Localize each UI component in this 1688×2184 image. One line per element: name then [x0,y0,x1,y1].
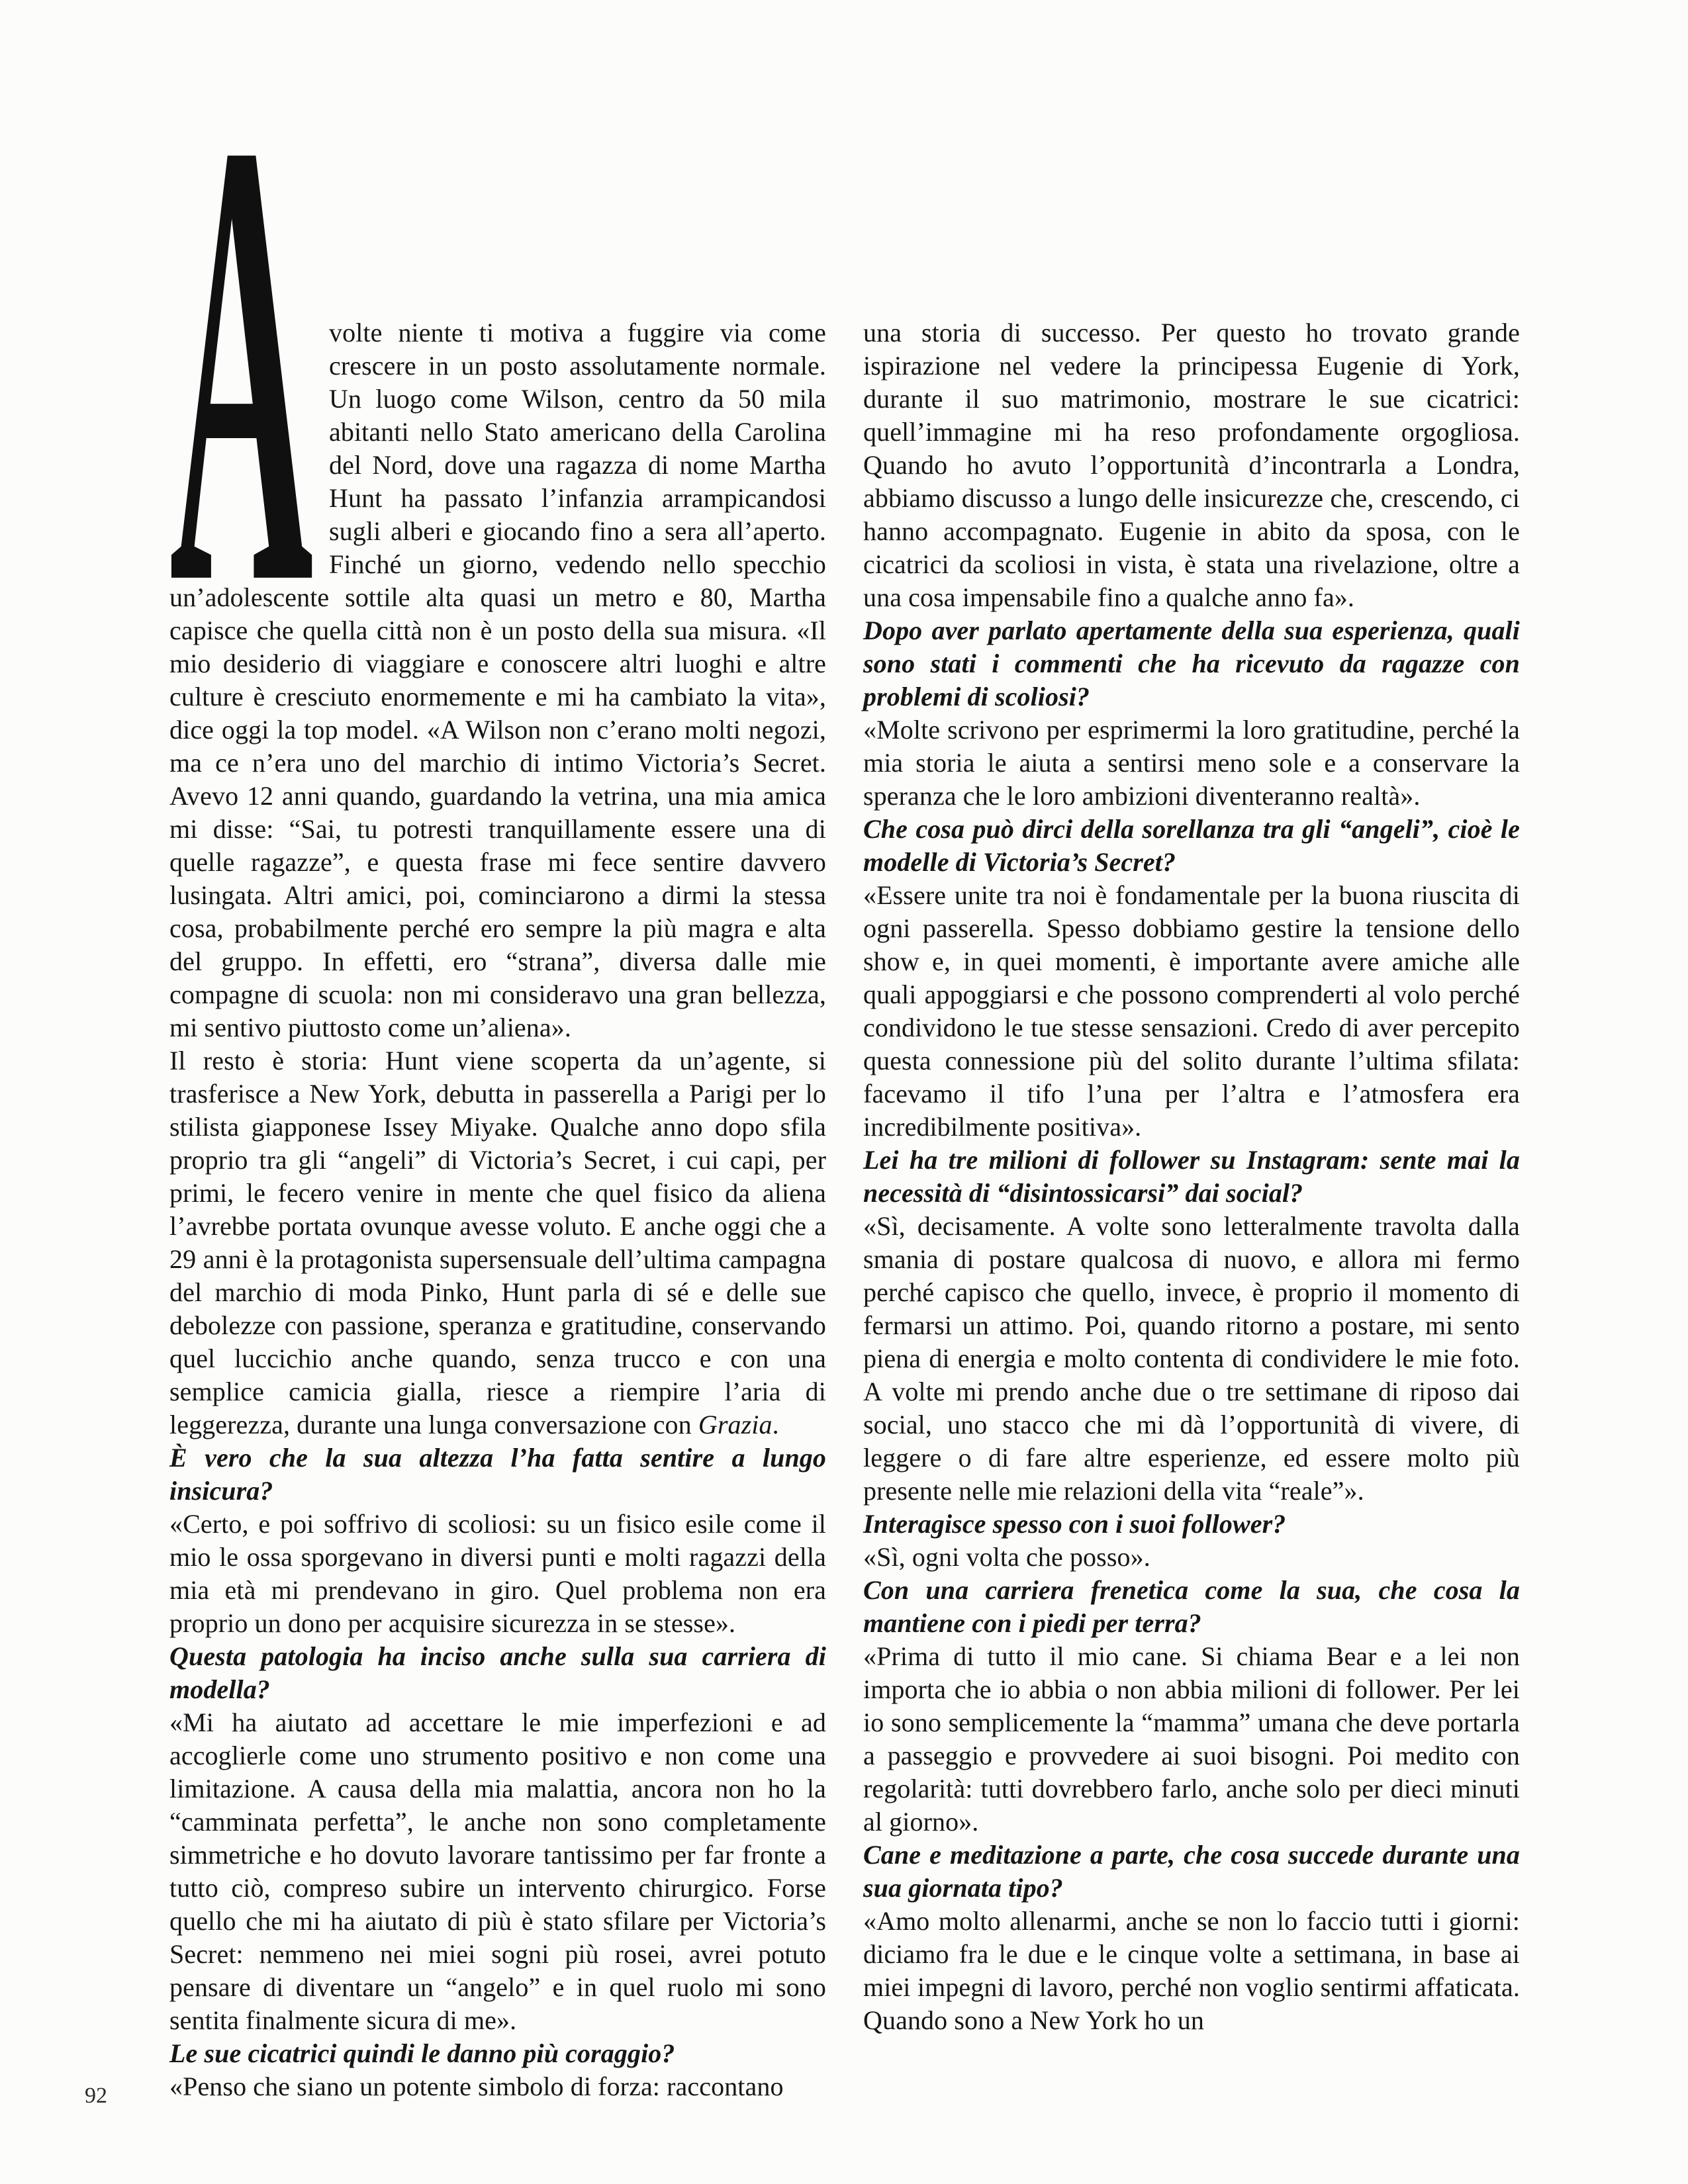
drop-cap-letter [169,7,314,717]
article-paragraph: una storia di successo. Per questo ho trovato grande ispirazione nel vedere la principessa Eugenie di York, durante il suo matrimonio, mostrare le sue cicatrici: quell’immagine mi ha reso profondamente orgogliosa. Quando ho avuto l’opportunità d’incontrarla a Londra, abbiamo discusso a lungo delle insicurezze che, crescendo, ci hanno accompagnato. Eugenie in abito da sposa, con le cicatrici da scoliosi in vista, è stata una rivelazione, oltre a una cosa impensabile fino a qualche anno fa». [863,318,1520,612]
article-body [169,7,1520,2101]
article-paragraph: «Penso che siano un potente simbolo di forza: raccontano [169,2071,784,2101]
column-left [169,7,826,2101]
page-number: 92 [85,2083,107,2108]
article-paragraph: «Certo, e poi soffrivo di scoliosi: su un fisico esile come il mio le ossa sporgevano in diversi punti e molti ragazzi della mia età mi prendevano in giro. Quel problema non era proprio un dono per acquisire sicurezza in se stesse». [169,1509,826,1638]
article-paragraph: «Prima di tutto il mio cane. Si chiama Bear e a lei non importa che io abbia o non abbia milioni di follower. Per lei io sono semplicemente la “mamma” umana che deve portarla a passeggio e provvedere ai suoi bisogni. Poi medito con regolarità: tutti dovrebbero farlo, anche solo per dieci minuti al giorno». [863,1641,1520,1837]
article-paragraph: volte niente ti motiva a fuggire via come crescere in un posto assolutamente normale. Un luogo come Wilson, centro da 50 mila abitanti nello Stato americano della Carolina del Nord, dove una ragazza di nome Martha Hunt ha passato l’infanzia arrampicandosi sugli alberi e giocando fino a sera all’aperto. Finché un giorno, vedendo nello specchio un’adolescente sottile alta quasi un metro e 80, Martha capisce che quella città non è un posto della sua misura. «Il mio desiderio di viaggiare e conoscere altri luoghi e altre culture è cresciuto enormemente e mi ha cambiato la vita», dice oggi la top model. «A Wilson non c’erano molti negozi, ma ce n’era uno del marchio di intimo Victoria’s Secret. Avevo 12 anni quando, guardando la vetrina, una mia amica mi disse: “Sai, tu potresti tranquillamente essere una di quelle ragazze”, e questa frase mi fece sentire davvero lusingata. Altri amici, poi, cominciarono a dirmi la stessa cosa, probabilmente perché ero sempre la più magra e alta del gruppo. In effetti, ero “strana”, diversa dalle mie compagne di scuola: non mi consideravo una gran bellezza, mi sentivo piuttosto come un’aliena». [169,318,826,1042]
interview-question: Dopo aver parlato apertamente della sua esperienza, quali sono stati i commenti che ha ricevuto da ragazze con problemi di scoliosi? [863,615,1520,711]
interview-question: Questa patologia ha inciso anche sulla sua carriera di modella? [169,1641,826,1704]
article-paragraph: «Sì, ogni volta che posso». [863,1542,1150,1572]
interview-question: Interagisce spesso con i suoi follower? [863,1509,1286,1539]
interview-question: Lei ha tre milioni di follower su Instagram: sente mai la necessità di “disintossicarsi” dai social? [863,1145,1520,1208]
article-paragraph: «Sì, decisamente. A volte sono letteralmente travolta dalla smania di postare qualcosa di nuovo, e allora mi fermo perché capisco che quello, invece, è proprio il momento di fermarsi un attimo. Poi, quando ritorno a postare, mi sento piena di energia e molto contenta di condividere le mie foto. A volte mi prendo anche due o tre settimane di riposo dai social, uno stacco che mi dà l’opportunità di vivere, di leggere o di fare altre esperienze, ed essere molto più presente nelle mie relazioni della vita “reale”». [863,1211,1520,1506]
interview-question: È vero che la sua altezza l’ha fatta sentire a lungo insicura? [169,1443,826,1506]
interview-question: Con una carriera frenetica come la sua, che cosa la mantiene con i piedi per terra? [863,1575,1520,1638]
interview-question: Cane e meditazione a parte, che cosa succede durante una sua giornata tipo? [863,1840,1520,1903]
interview-question: Che cosa può dirci della sorellanza tra gli “angeli”, cioè le modelle di Victoria’s Secret? [863,814,1520,877]
article-paragraph: Il resto è storia: Hunt viene scoperta da un’agente, si trasferisce a New York, debutta in passerella a Parigi per lo stilista giapponese Issey Miyake. Qualche anno dopo sfila proprio tra gli “angeli” di Victoria’s Secret, i cui capi, per primi, le fecero venire in mente che quel fisico da aliena l’avrebbe portata ovunque avesse voluto. E anche oggi che a 29 anni è la protagonista supersensuale dell’ultima campagna del marchio di moda Pinko, Hunt parla di sé e delle sue debolezze con passione, speranza e gratitudine, conservando quel luccichio anche quando, senza trucco e con una semplice camicia gialla, riesce a riempire l’aria di leggerezza, durante una lunga conversazione con Grazia. [169,1046,826,1439]
svg-text:A: A [169,7,314,717]
interview-question: Le sue cicatrici quindi le danno più coraggio? [169,2038,675,2068]
article-paragraph: «Amo molto allenarmi, anche se non lo faccio tutti i giorni: diciamo fra le due e le cinque volte a settimana, in base ai miei impegni di lavoro, perché non voglio sentirmi affaticata. Quando sono a New York ho un [863,1906,1520,2035]
article-paragraph: «Essere unite tra noi è fondamentale per la buona riuscita di ogni passerella. Spesso dobbiamo gestire la tensione dello show e, in quei momenti, è importante avere amiche alle quali appoggiarsi e che possono comprenderti al volo perché condividono le tue stesse sensazioni. Credo di aver percepito questa connessione più del solito durante l’ultima sfilata: facevamo il tifo l’una per l’altra e l’atmosfera era incredibilmente positiva». [863,880,1520,1142]
article-paragraph: «Mi ha aiutato ad accettare le mie imperfezioni e ad accoglierle come uno strumento positivo e non come una limitazione. A causa della mia malattia, ancora non ho la “camminata perfetta”, le anche non sono completamente simmetriche e ho dovuto lavorare tantissimo per far fronte a tutto ciò, compreso subire un intervento chirurgico. Forse quello che mi ha aiutato di più è stato sfilare per Victoria’s Secret: nemmeno nei miei sogni più rosei, avrei potuto pensare di diventare un “angelo” e in quel ruolo mi sono sentita finalmente sicura di me». [169,1707,826,2035]
column-right [863,316,1520,2090]
article-paragraph: «Molte scrivono per esprimermi la loro gratitudine, perché la mia storia le aiuta a sentirsi meno sole e a conservare la speranza che le loro ambizioni diventeranno realtà». [863,715,1520,811]
